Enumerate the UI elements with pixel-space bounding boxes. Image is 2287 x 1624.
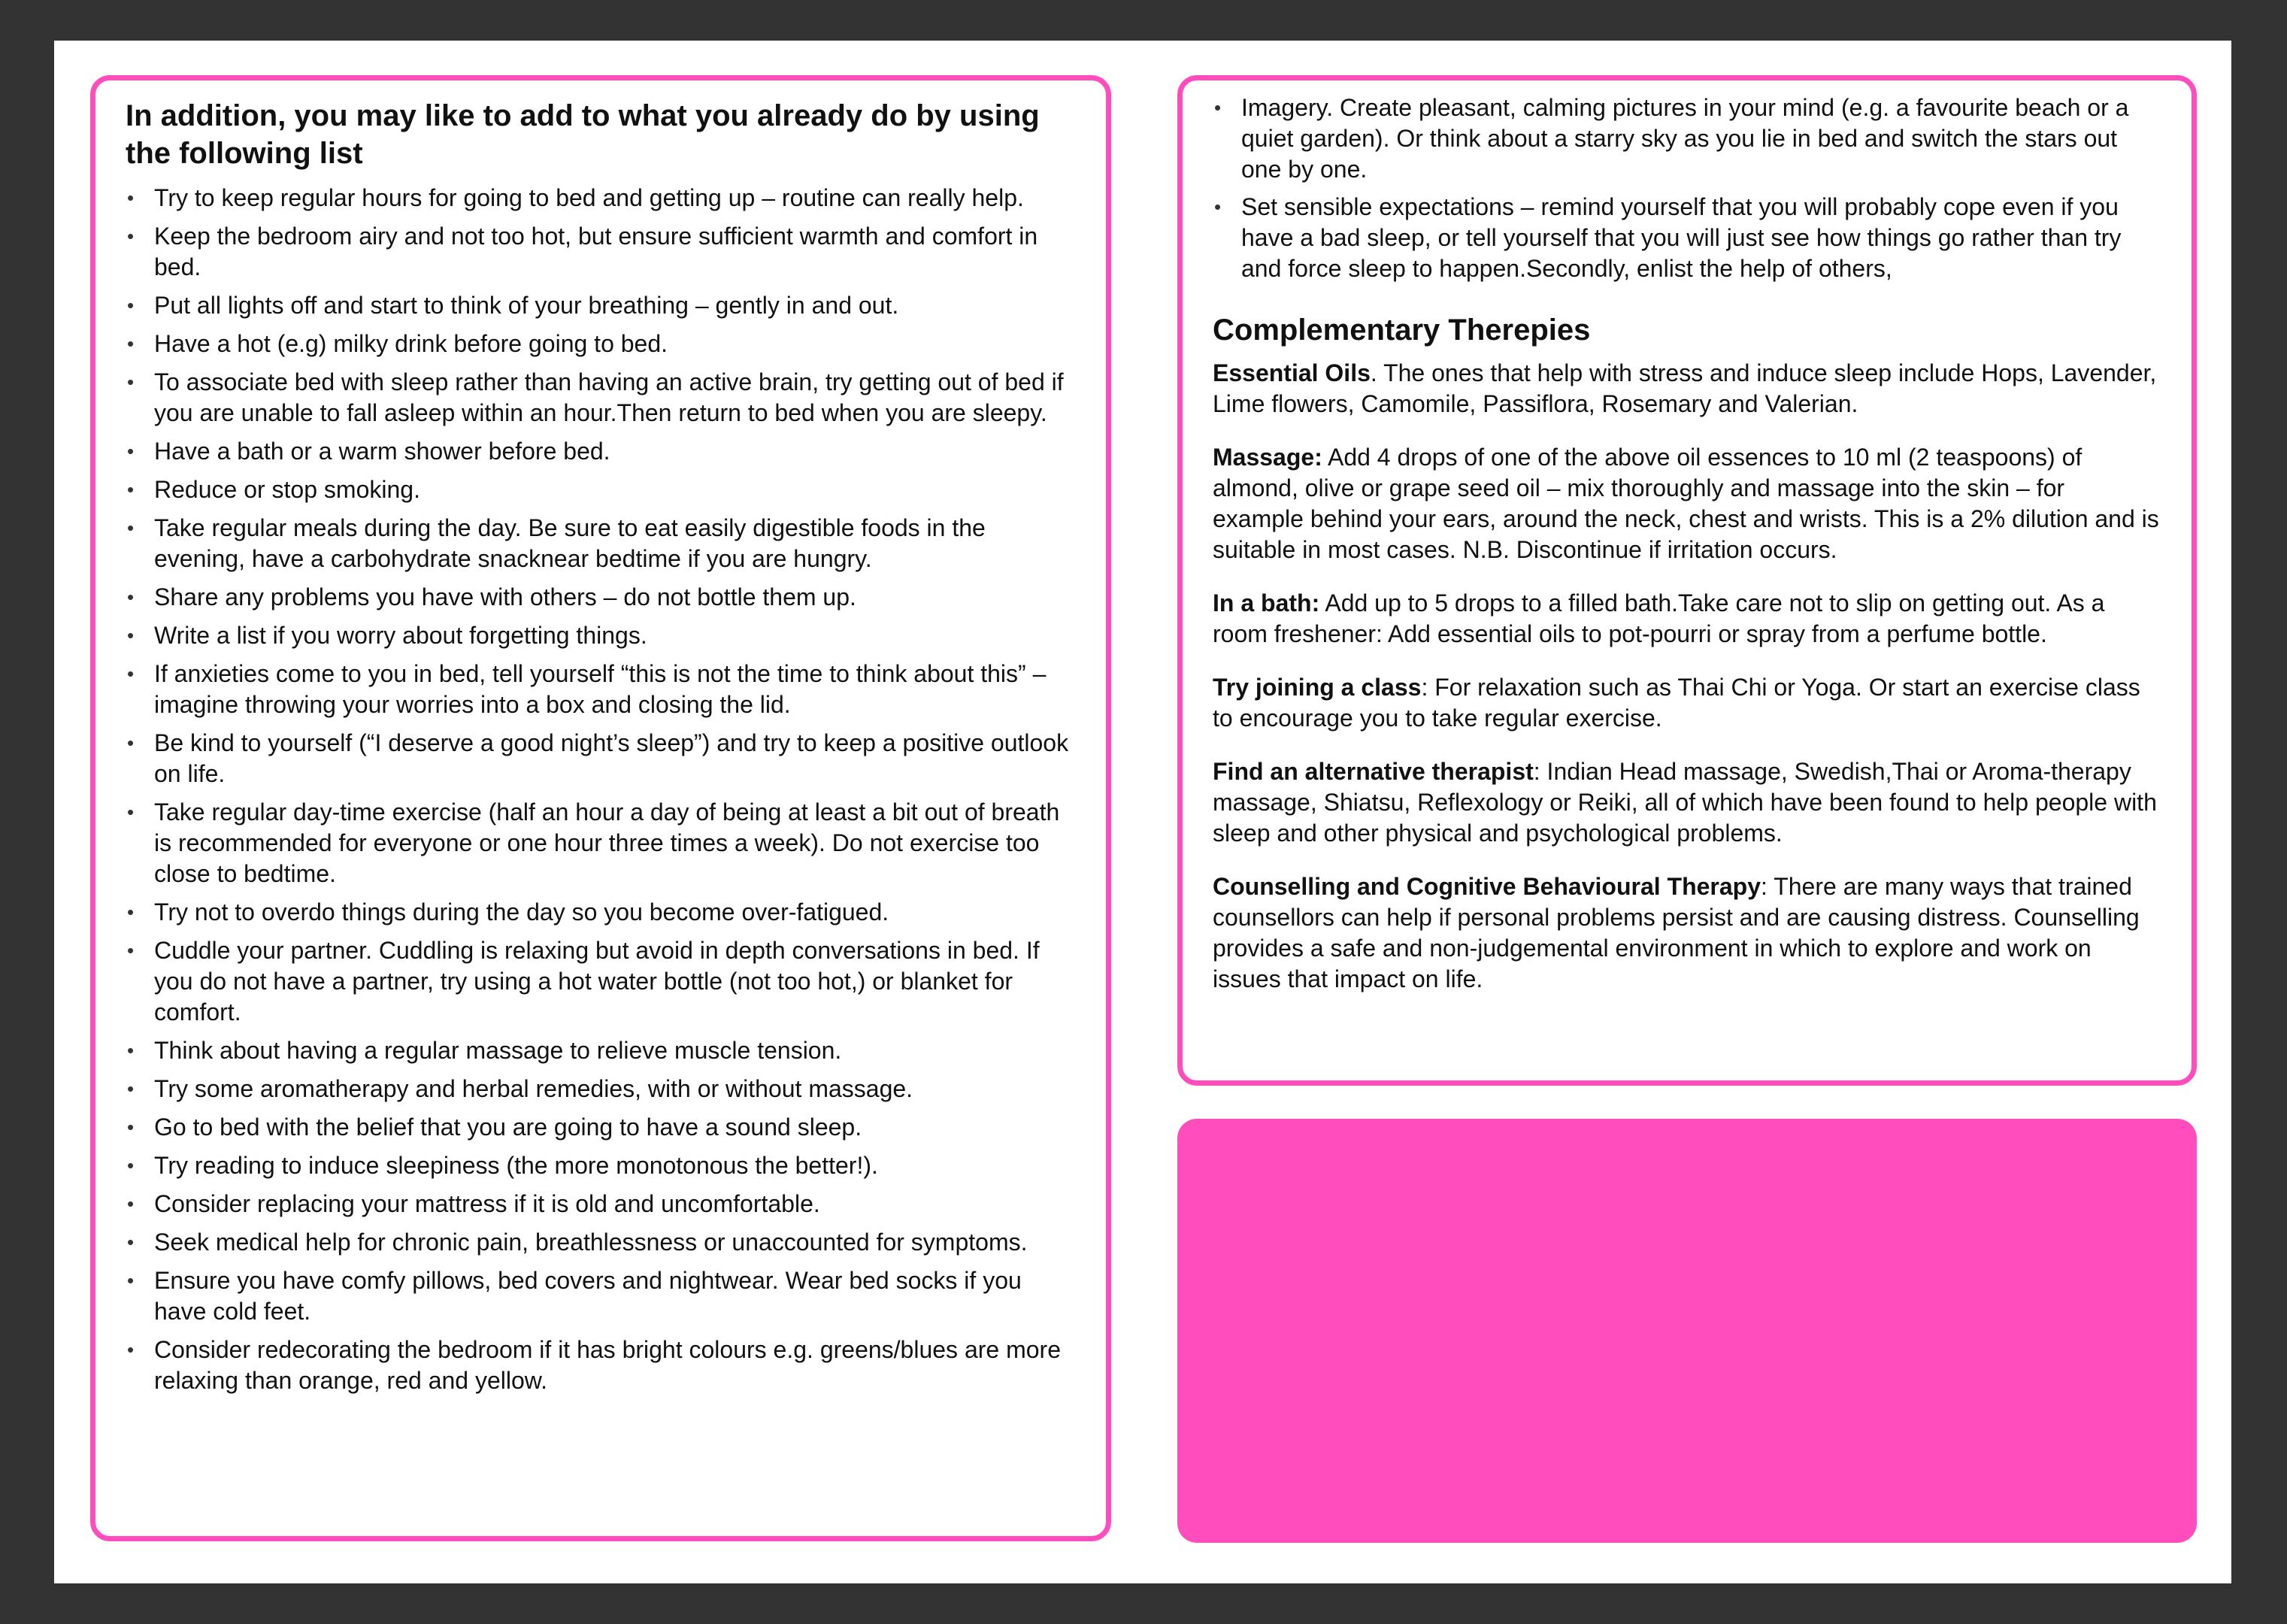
list-item: • Go to bed with the belief that you are going to have a sound sleep. <box>126 1112 1076 1143</box>
list-item: • Consider redecorating the bedroom if it has bright colours e.g. greens/blues are more relaxing than orange, red and yellow. <box>126 1335 1076 1396</box>
essential-oils-paragraph <box>1213 358 2161 420</box>
paragraph-label: Counselling and Cognitive Behavioural Therapy <box>1213 873 1761 900</box>
list-item: • Cuddle your partner. Cuddling is relaxing but avoid in depth conversations in bed. If you do not have a partner, try using a hot water bottle (not too hot,) or blanket for comfort. <box>126 935 1076 1028</box>
paragraph-text: : Indian Head massage, Swedish,Thai or Aroma-therapy massage, Shiatsu, Reflexology or Reiki, all of which have been found to help people with sleep and other physical and psychological problems. <box>1213 758 2157 847</box>
list-item: • Try to keep regular hours for going to bed and getting up – routine can really help. <box>126 183 1076 214</box>
paragraph-label: Find an alternative therapist <box>1213 758 1534 785</box>
paragraph-label: In a bath: <box>1213 589 1320 617</box>
list-item: • Try some aromatherapy and herbal remedies, with or without massage. <box>126 1074 1076 1104</box>
list-item: • If anxieties come to you in bed, tell yourself “this is not the time to think about this” – imagine throwing your worries into a box and closing the lid. <box>126 659 1076 720</box>
sleep-tips-panel <box>90 75 1111 1541</box>
pink-color-block <box>1177 1119 2197 1543</box>
paragraph-text: : For relaxation such as Thai Chi or Yoga. Or start an exercise class to encourage you to take regular exercise. <box>1213 674 2140 732</box>
paragraph-text: Add 4 drops of one of the above oil essences to 10 ml (2 teaspoons) of almond, olive or grape seed oil – mix thoroughly and massage into the skin – for example behind your ears, around the neck, chest and wrists. This is a 2% dilution and is suitable in most cases. N.B. Discontinue if irritation occurs. <box>1213 444 2159 563</box>
class-paragraph <box>1213 672 2161 734</box>
list-item: • Take regular meals during the day. Be sure to eat easily digestible foods in the evening, have a carbohydrate snacknear bedtime if you are hungry. <box>126 513 1076 574</box>
list-item: • Set sensible expectations – remind yourself that you will probably cope even if you have a bad sleep, or tell yourself that you will just see how things go rather than try and force sleep to happen.Secondly, enlist the help of others, <box>1213 192 2161 284</box>
list-item: • Consider replacing your mattress if it is old and uncomfortable. <box>126 1189 1076 1220</box>
list-item: • Write a list if you worry about forgetting things. <box>126 620 1076 651</box>
paragraph-text: Add up to 5 drops to a filled bath.Take care not to slip on getting out. As a room freshener: Add essential oils to pot-pourri or spray from a perfume bottle. <box>1213 589 2105 647</box>
list-item: • Reduce or stop smoking. <box>126 474 1076 505</box>
section-heading: Complementary Therepies <box>1213 314 1591 347</box>
bath-paragraph <box>1213 588 2161 650</box>
counselling-paragraph <box>1213 871 2161 995</box>
sleep-tips-list <box>126 183 1076 1396</box>
massage-paragraph <box>1213 442 2161 565</box>
paragraph-label: Massage: <box>1213 444 1322 471</box>
paragraph-text: : There are many ways that trained counsellors can help if personal problems persist and are causing distress. Counselling provides a safe and non-judgemental environment in which to explore and work on issues that impact on life. <box>1213 873 2140 992</box>
continued-tips-list <box>1213 92 2161 284</box>
list-item: • Share any problems you have with others – do not bottle them up. <box>126 582 1076 613</box>
document-page <box>54 41 2231 1583</box>
list-item: • Have a hot (e.g) milky drink before going to bed. <box>126 329 1076 359</box>
list-item: • Seek medical help for chronic pain, breathlessness or unaccounted for symptoms. <box>126 1227 1076 1258</box>
list-item: • Put all lights off and start to think of your breathing – gently in and out. <box>126 290 1076 321</box>
list-item: • Think about having a regular massage to relieve muscle tension. <box>126 1035 1076 1066</box>
list-item: • Ensure you have comfy pillows, bed covers and nightwear. Wear bed socks if you have cold feet. <box>126 1265 1076 1327</box>
paragraph-text: . The ones that help with stress and induce sleep include Hops, Lavender, Lime flowers, Camomile, Passiflora, Rosemary and Valerian. <box>1213 359 2157 417</box>
paragraph-label: Try joining a class <box>1213 674 1422 701</box>
list-item: • Take regular day-time exercise (half an hour a day of being at least a bit out of breath is recommended for everyone or one hour three times a week). Do not exercise too close to bedtime. <box>126 797 1076 889</box>
list-item: • To associate bed with sleep rather than having an active brain, try getting out of bed if you are unable to fall asleep within an hour.Then return to bed when you are sleepy. <box>126 367 1076 429</box>
panel-heading: In addition, you may like to add to what you already do by using the following list <box>126 99 1040 170</box>
list-item: • Try reading to induce sleepiness (the more monotonous the better!). <box>126 1150 1076 1181</box>
list-item: • Have a bath or a warm shower before bed. <box>126 436 1076 467</box>
complementary-therapies-panel <box>1177 75 2197 1086</box>
therapist-paragraph <box>1213 756 2161 849</box>
list-item: • Imagery. Create pleasant, calming pictures in your mind (e.g. a favourite beach or a quiet garden). Or think about a starry sky as you lie in bed and switch the stars out one by one. <box>1213 92 2161 185</box>
list-item: • Try not to overdo things during the day so you become over-fatigued. <box>126 897 1076 928</box>
list-item: • Be kind to yourself (“I deserve a good night’s sleep”) and try to keep a positive outlook on life. <box>126 728 1076 789</box>
paragraph-label: Essential Oils <box>1213 359 1371 386</box>
list-item: • Keep the bedroom airy and not too hot, but ensure sufficient warmth and comfort in bed. <box>126 221 1076 283</box>
